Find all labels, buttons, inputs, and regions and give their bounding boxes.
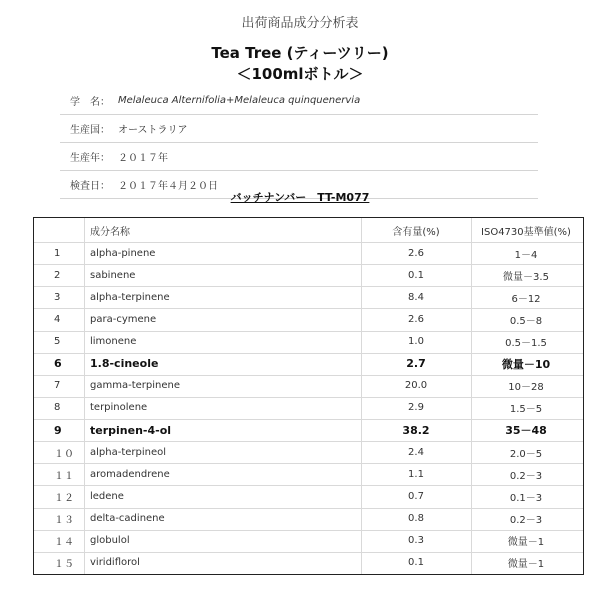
iso-range: 0.5－1.5 [505,338,547,350]
table-row [34,552,583,574]
info-row-scientific-name [60,87,538,115]
header-name: 成分名称 [90,226,130,238]
component-name: para-cymene [90,313,157,325]
content-value: 0.1 [408,557,424,569]
component-name: alpha-pinene [90,247,156,259]
info-label: 生産国： [70,125,110,136]
content-value: 2.4 [408,446,424,458]
row-divider [34,242,583,243]
row-number: 3 [54,291,61,303]
row-divider [34,419,583,420]
iso-range: 微量－10 [501,357,551,371]
row-divider [34,441,583,442]
row-divider [34,308,583,309]
row-number: 5 [54,336,61,348]
iso-range: 0.2－3 [509,470,543,482]
row-number: 4 [54,313,61,325]
info-value: オーストラリア [118,125,188,136]
content-value: 0.7 [408,490,424,502]
component-name: delta-cadinene [90,513,165,525]
component-name: alpha-terpineol [90,446,167,458]
iso-range: 0.5－8 [509,315,543,327]
iso-range: 35－48 [505,424,547,438]
iso-range: 微量－1 [507,537,545,549]
content-value: 2.6 [408,247,424,259]
content-value: 0.8 [408,513,424,525]
row-number: 9 [54,423,62,437]
iso-range: 10－28 [508,382,544,394]
info-value: Melaleuca Alternifolia+Melaleuca quinquenervia [118,95,361,106]
row-number: 1 [54,247,61,259]
analysis-table [33,217,584,575]
component-name: gamma-terpinene [90,380,180,392]
component-name: 1.8-cineole [90,357,159,371]
iso-range: 6－12 [511,293,541,305]
table-row [34,485,583,507]
table-row [34,419,583,441]
iso-range: 1.5－5 [509,404,543,416]
content-value: 2.6 [408,313,424,325]
iso-range: 1－4 [514,249,538,261]
iso-range: 0.1－3 [509,492,543,504]
document-title: 出荷商品成分分析表 [241,16,359,31]
row-divider [34,264,583,265]
info-label: 検査日： [70,181,110,192]
row-divider [34,397,583,398]
row-number: １２ [54,492,74,504]
content-value: 1.0 [408,336,424,348]
content-value: 1.1 [408,468,424,480]
component-name: alpha-terpinene [90,291,170,303]
table-row [34,530,583,552]
component-name: viridiflorol [90,557,140,569]
table-row [34,308,583,330]
header-iso: ISO4730基準値(%) [481,226,571,238]
product-name: Tea Tree (ティーツリー) [211,44,389,62]
product-size: ＜100mlボトル＞ [236,65,364,83]
info-label: 生産年： [70,153,110,164]
component-name: aromadendrene [90,468,170,480]
batch-number [0,189,600,205]
row-number: 2 [54,269,61,281]
component-name: terpinen-4-ol [90,423,172,437]
info-value: ２０１７年４月２０日 [118,181,218,192]
table-row [34,353,583,375]
table-row [34,242,583,264]
row-divider [34,552,583,553]
row-divider [34,485,583,486]
component-name: terpinolene [90,402,148,414]
iso-range: 微量－3.5 [503,271,549,283]
component-name: limonene [90,336,137,348]
row-divider [34,508,583,509]
row-number: 7 [54,380,61,392]
row-number: 8 [54,402,61,414]
product-info [60,87,538,199]
row-number: １１ [54,470,74,482]
iso-range: 微量－1 [507,559,545,571]
content-value: 38.2 [402,423,430,437]
row-divider [34,331,583,332]
table-row [34,264,583,286]
table-row [34,463,583,485]
table-row [34,508,583,530]
content-value: 0.3 [408,535,424,547]
info-row-production-year [60,143,538,171]
table-header-row [34,218,583,242]
table-row [34,375,583,397]
row-divider [34,375,583,376]
header-content: 含有量(%) [392,226,440,238]
row-number: 6 [54,357,62,371]
row-number: １３ [54,515,74,527]
component-name: globulol [90,535,130,547]
row-number: １０ [54,448,74,460]
component-name: sabinene [90,269,136,281]
table-row [34,441,583,463]
info-row-country [60,115,538,143]
row-divider [34,286,583,287]
info-value: ２０１７年 [118,153,168,164]
iso-range: 2.0－5 [509,448,543,460]
row-divider [34,353,583,354]
component-name: ledene [90,490,124,502]
row-number: １４ [54,537,74,549]
info-label: 学 名： [70,97,110,108]
row-divider [34,463,583,464]
content-value: 2.9 [408,402,424,414]
row-number: １５ [54,559,74,571]
content-value: 0.1 [408,269,424,281]
table-row [34,331,583,353]
content-value: 20.0 [404,380,428,392]
batch-number-text: バッチナンバー TT-M077 [230,191,370,204]
iso-range: 0.2－3 [509,515,543,527]
content-value: 8.4 [408,291,424,303]
row-divider [34,530,583,531]
table-row [34,397,583,419]
table-row [34,286,583,308]
content-value: 2.7 [406,357,426,371]
